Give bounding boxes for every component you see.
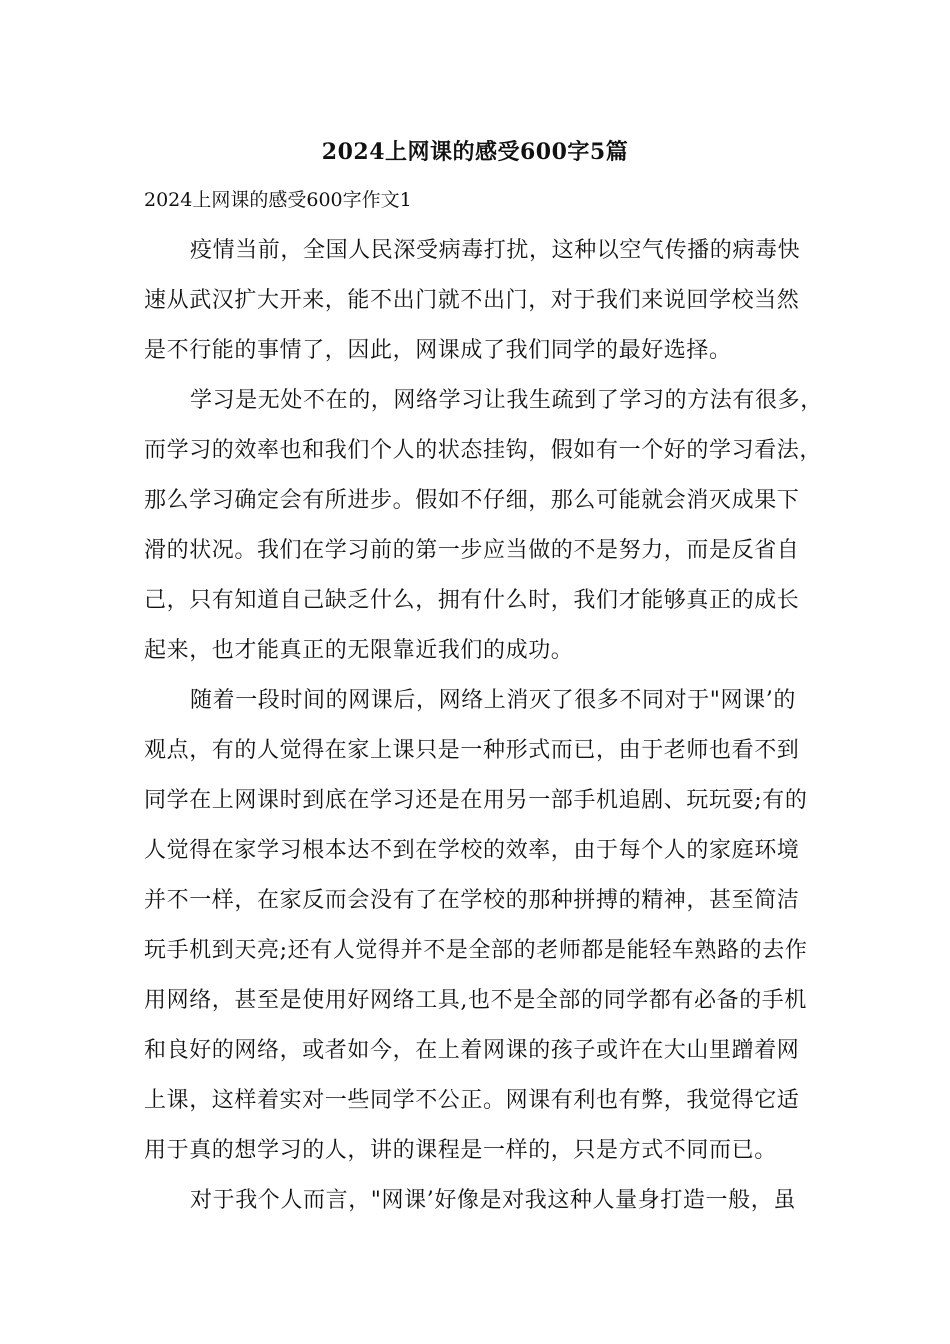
paragraph-line: 起来，也才能真正的无限靠近我们的成功。 bbox=[144, 638, 574, 663]
paragraph-line: 而学习的效率也和我们个人的状态挂钩，假如有一个好的学习看法， bbox=[144, 438, 823, 463]
paragraph-line: 并不一样，在家反而会没有了在学校的那种拼搏的精神，甚至简洁 bbox=[144, 888, 800, 913]
paragraph-line: 上课，这样着实对一些同学不公正。网课有利也有弊，我觉得它适 bbox=[144, 1088, 800, 1113]
paragraph-line: 人觉得在家学习根本达不到在学校的效率，由于每个人的家庭环境 bbox=[144, 838, 800, 863]
paragraph bbox=[144, 676, 814, 1176]
paragraph-line: 玩手机到天亮;还有人觉得并不是全部的老师都是能轻车熟路的去作 bbox=[144, 938, 808, 963]
document-title: 2024上网课的感受600字5篇 bbox=[321, 139, 629, 165]
paragraph bbox=[144, 226, 814, 376]
paragraph-line: 同学在上网课时到底在学习还是在用另一部手机追剧、玩玩耍;有的 bbox=[144, 788, 808, 813]
document-body bbox=[144, 226, 823, 1226]
paragraph-line: 观点，有的人觉得在家上课只是一种形式而已，由于老师也看不到 bbox=[144, 738, 800, 763]
paragraph-line: 对于我个人而言，"网课’好像是对我这种人量身打造一般，虽 bbox=[190, 1188, 796, 1213]
paragraph-line: 速从武汉扩大开来，能不出门就不出门，对于我们来说回学校当然 bbox=[144, 288, 800, 313]
paragraph-line: 己，只有知道自己缺乏什么，拥有什么时，我们才能够真正的成长 bbox=[144, 588, 800, 613]
paragraph-line: 那么学习确定会有所进步。假如不仔细，那么可能就会消灭成果下 bbox=[144, 488, 800, 513]
paragraph-line: 学习是无处不在的，网络学习让我生疏到了学习的方法有很多， bbox=[190, 388, 823, 413]
paragraph-line: 疫情当前，全国人民深受病毒打扰，这种以空气传播的病毒快 bbox=[190, 238, 801, 263]
paragraph-line: 随着一段时间的网课后，网络上消灭了很多不同对于"网课’的 bbox=[190, 688, 796, 713]
paragraph bbox=[144, 376, 823, 676]
paragraph-line: 是不行能的事情了，因此，网课成了我们同学的最好选择。 bbox=[144, 338, 732, 363]
paragraph-line: 和良好的网络，或者如今，在上着网课的孩子或许在大山里蹭着网 bbox=[144, 1038, 800, 1063]
paragraph-line: 用于真的想学习的人，讲的课程是一样的，只是方式不同而已。 bbox=[144, 1138, 777, 1163]
document-subtitle: 2024上网课的感受600字作文1 bbox=[144, 189, 412, 211]
paragraph-line: 滑的状况。我们在学习前的第一步应当做的不是努力，而是反省自 bbox=[144, 538, 800, 563]
paragraph bbox=[144, 1176, 814, 1226]
paragraph-line: 用网络，甚至是使用好网络工具,也不是全部的同学都有必备的手机 bbox=[144, 988, 807, 1013]
